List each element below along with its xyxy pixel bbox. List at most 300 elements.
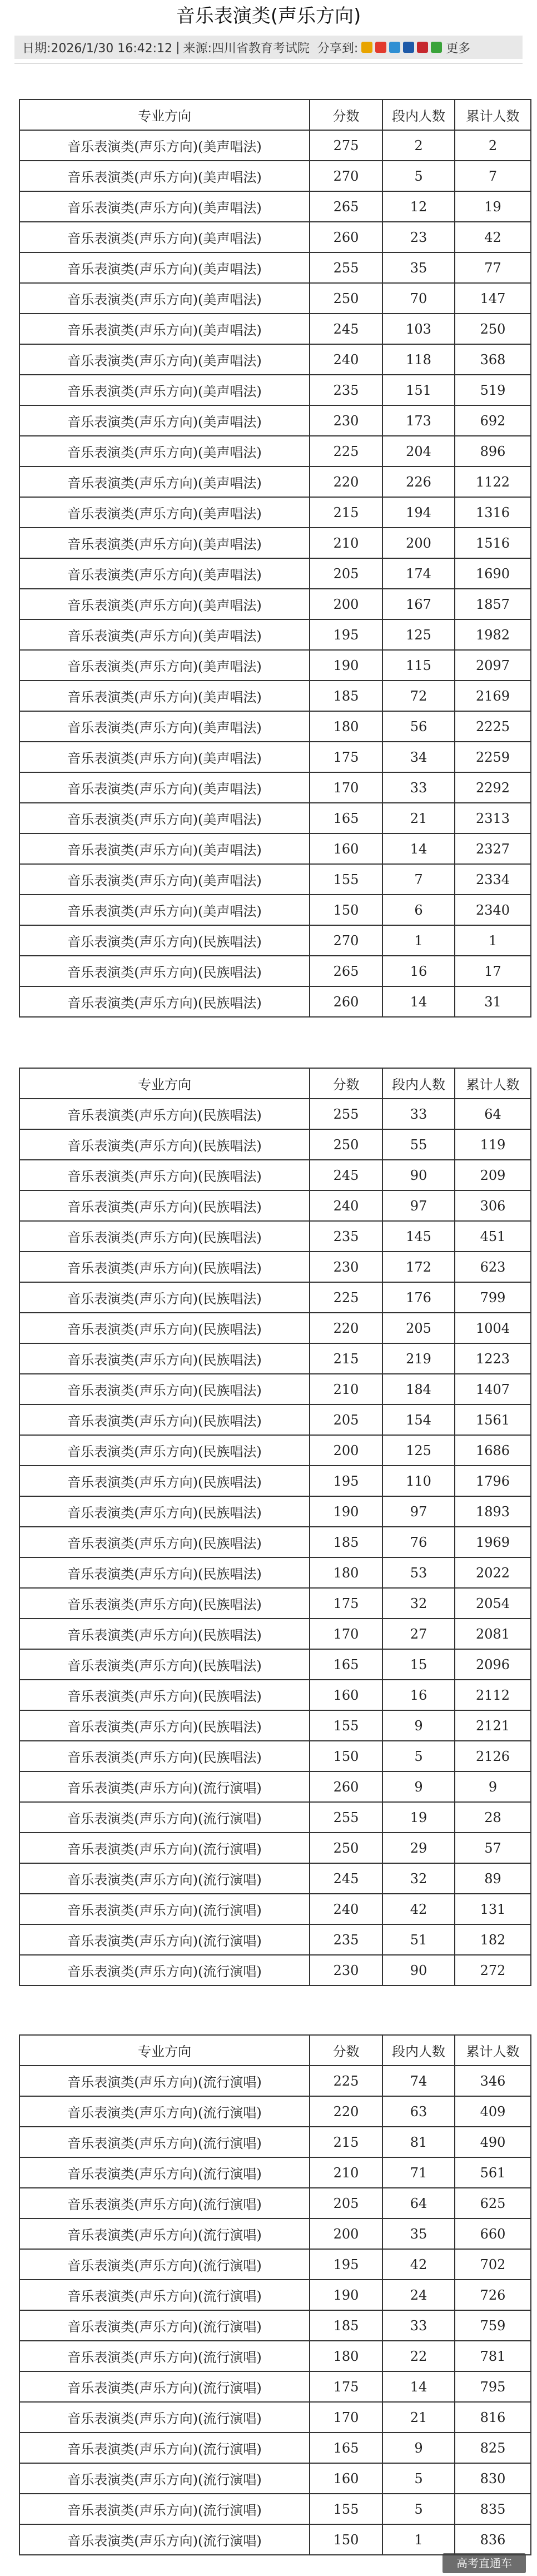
table-row (19, 1160, 531, 1190)
major-cell: 音乐表演类(声乐方向)(民族唱法) (19, 1343, 310, 1374)
band-count-cell: 23 (382, 222, 455, 252)
table-row (19, 956, 531, 986)
major-cell: 音乐表演类(声乐方向)(美声唱法) (19, 650, 310, 681)
table-row (19, 222, 531, 252)
major-cell: 音乐表演类(声乐方向)(流行演唱) (19, 2127, 310, 2157)
band-count-cell: 151 (382, 375, 455, 405)
table-row (19, 589, 531, 619)
major-cell: 音乐表演类(声乐方向)(美声唱法) (19, 497, 310, 528)
score-cell: 200 (310, 589, 382, 619)
table-row (19, 1833, 531, 1863)
score-cell: 215 (310, 497, 382, 528)
band-count-cell: 97 (382, 1496, 455, 1527)
band-count-cell: 42 (382, 1894, 455, 1924)
major-cell: 音乐表演类(声乐方向)(美声唱法) (19, 344, 310, 375)
score-cell: 225 (310, 1282, 382, 1313)
score-cell: 215 (310, 1343, 382, 1374)
cumulative-count-cell: 7 (455, 161, 531, 191)
band-count-cell: 9 (382, 2433, 455, 2463)
share-more-link[interactable]: 更多 (446, 41, 471, 56)
band-count-cell: 55 (382, 1129, 455, 1160)
band-count-cell: 2 (382, 130, 455, 161)
cumulative-count-cell: 2327 (455, 833, 531, 864)
major-cell: 音乐表演类(声乐方向)(民族唱法) (19, 1741, 310, 1771)
major-cell: 音乐表演类(声乐方向)(美声唱法) (19, 191, 310, 222)
column-header: 分数 (310, 100, 382, 130)
cumulative-count-cell: 306 (455, 1190, 531, 1221)
major-cell: 音乐表演类(声乐方向)(美声唱法) (19, 222, 310, 252)
band-count-cell: 167 (382, 589, 455, 619)
band-count-cell: 1 (382, 2524, 455, 2555)
score-cell: 175 (310, 2371, 382, 2402)
band-count-cell: 184 (382, 1374, 455, 1404)
major-cell: 音乐表演类(声乐方向)(流行演唱) (19, 2249, 310, 2280)
score-cell: 265 (310, 956, 382, 986)
score-cell: 225 (310, 436, 382, 466)
band-count-cell: 145 (382, 1221, 455, 1252)
major-cell: 音乐表演类(声乐方向)(民族唱法) (19, 956, 310, 986)
major-cell: 音乐表演类(声乐方向)(流行演唱) (19, 1924, 310, 1955)
cumulative-count-cell: 1857 (455, 589, 531, 619)
score-cell: 260 (310, 986, 382, 1017)
score-cell: 215 (310, 2127, 382, 2157)
table-row (19, 1282, 531, 1313)
table-row (19, 191, 531, 222)
major-cell: 音乐表演类(声乐方向)(美声唱法) (19, 405, 310, 436)
major-cell: 音乐表演类(声乐方向)(流行演唱) (19, 2341, 310, 2371)
cumulative-count-cell: 692 (455, 405, 531, 436)
cumulative-count-cell: 28 (455, 1802, 531, 1833)
score-cell: 170 (310, 2402, 382, 2433)
cumulative-count-cell: 2292 (455, 772, 531, 803)
cumulative-count-cell: 825 (455, 2433, 531, 2463)
major-cell: 音乐表演类(声乐方向)(美声唱法) (19, 772, 310, 803)
band-count-cell: 6 (382, 895, 455, 925)
renren-icon[interactable] (403, 42, 414, 53)
table-row (19, 895, 531, 925)
cumulative-count-cell: 836 (455, 2524, 531, 2555)
table-row (19, 1313, 531, 1343)
band-count-cell: 5 (382, 161, 455, 191)
major-cell: 音乐表演类(声乐方向)(流行演唱) (19, 1894, 310, 1924)
column-header: 分数 (310, 2035, 382, 2066)
score-cell: 180 (310, 1557, 382, 1588)
band-count-cell: 110 (382, 1466, 455, 1496)
source-label: 来源:四川省教育考试院 (183, 41, 310, 56)
cumulative-count-cell: 9 (455, 1771, 531, 1802)
table-row (19, 497, 531, 528)
table-row (19, 436, 531, 466)
band-count-cell: 33 (382, 1099, 455, 1129)
table-header-row (19, 100, 531, 130)
score-cell: 250 (310, 283, 382, 314)
cumulative-count-cell: 1969 (455, 1527, 531, 1557)
band-count-cell: 22 (382, 2341, 455, 2371)
band-count-cell: 219 (382, 1343, 455, 1374)
major-cell: 音乐表演类(声乐方向)(民族唱法) (19, 1160, 310, 1190)
score-table-1 (19, 99, 531, 1018)
major-cell: 音乐表演类(声乐方向)(流行演唱) (19, 2433, 310, 2463)
table-row (19, 1466, 531, 1496)
band-count-cell: 205 (382, 1313, 455, 1343)
band-count-cell: 56 (382, 711, 455, 742)
table-row (19, 1099, 531, 1129)
score-cell: 205 (310, 558, 382, 589)
score-cell: 180 (310, 2341, 382, 2371)
share-label: 分享到: (317, 41, 359, 56)
band-count-cell: 176 (382, 1282, 455, 1313)
table-row (19, 2463, 531, 2494)
major-cell: 音乐表演类(声乐方向)(美声唱法) (19, 130, 310, 161)
cumulative-count-cell: 726 (455, 2280, 531, 2310)
score-cell: 180 (310, 711, 382, 742)
cumulative-count-cell: 451 (455, 1221, 531, 1252)
cumulative-count-cell: 490 (455, 2127, 531, 2157)
table-row (19, 619, 531, 650)
cumulative-count-cell: 2334 (455, 864, 531, 895)
table-row (19, 1955, 531, 1986)
major-cell: 音乐表演类(声乐方向)(民族唱法) (19, 1527, 310, 1557)
column-header: 段内人数 (382, 100, 455, 130)
cumulative-count-cell: 89 (455, 1863, 531, 1894)
band-count-cell: 14 (382, 833, 455, 864)
score-cell: 250 (310, 1833, 382, 1863)
cumulative-count-cell: 2313 (455, 803, 531, 833)
score-cell: 265 (310, 191, 382, 222)
table-row (19, 1435, 531, 1466)
band-count-cell: 226 (382, 466, 455, 497)
band-count-cell: 97 (382, 1190, 455, 1221)
major-cell: 音乐表演类(声乐方向)(民族唱法) (19, 1313, 310, 1343)
column-header: 累计人数 (455, 100, 531, 130)
column-header: 累计人数 (455, 1068, 531, 1099)
score-cell: 250 (310, 1129, 382, 1160)
score-cell: 270 (310, 925, 382, 956)
cumulative-count-cell: 42 (455, 222, 531, 252)
table-row (19, 986, 531, 1017)
band-count-cell: 15 (382, 1649, 455, 1680)
table-row (19, 925, 531, 956)
page-title: 音乐表演类(声乐方向) (176, 5, 361, 27)
band-count-cell: 21 (382, 2402, 455, 2433)
table-row (19, 283, 531, 314)
score-cell: 255 (310, 1802, 382, 1833)
table-row (19, 2524, 531, 2555)
cumulative-count-cell: 1686 (455, 1435, 531, 1466)
cumulative-count-cell: 119 (455, 1129, 531, 1160)
table-row (19, 1802, 531, 1833)
publish-date: 日期:2026/1/30 16:42:12 (22, 41, 173, 56)
score-cell: 165 (310, 803, 382, 833)
watermark-badge: 高考直通车 (442, 2553, 526, 2573)
table-row (19, 466, 531, 497)
table-row (19, 1527, 531, 1557)
major-cell: 音乐表演类(声乐方向)(美声唱法) (19, 681, 310, 711)
band-count-cell: 14 (382, 2371, 455, 2402)
column-header: 段内人数 (382, 1068, 455, 1099)
score-cell: 200 (310, 1435, 382, 1466)
band-count-cell: 27 (382, 1619, 455, 1649)
cumulative-count-cell: 2022 (455, 1557, 531, 1588)
table-row (19, 1894, 531, 1924)
table-row (19, 772, 531, 803)
score-cell: 275 (310, 130, 382, 161)
band-count-cell: 42 (382, 2249, 455, 2280)
band-count-cell: 71 (382, 2157, 455, 2188)
table-row (19, 1404, 531, 1435)
major-cell: 音乐表演类(声乐方向)(民族唱法) (19, 1680, 310, 1710)
cumulative-count-cell: 57 (455, 1833, 531, 1863)
band-count-cell: 32 (382, 1863, 455, 1894)
table-row (19, 2127, 531, 2157)
cumulative-count-cell: 799 (455, 1282, 531, 1313)
major-cell: 音乐表演类(声乐方向)(美声唱法) (19, 436, 310, 466)
score-cell: 165 (310, 1649, 382, 1680)
table-row (19, 2188, 531, 2218)
cumulative-count-cell: 2081 (455, 1619, 531, 1649)
cumulative-count-cell: 1516 (455, 528, 531, 558)
major-cell: 音乐表演类(声乐方向)(美声唱法) (19, 314, 310, 344)
cumulative-count-cell: 368 (455, 344, 531, 375)
major-cell: 音乐表演类(声乐方向)(民族唱法) (19, 1221, 310, 1252)
major-cell: 音乐表演类(声乐方向)(美声唱法) (19, 589, 310, 619)
score-cell: 220 (310, 1313, 382, 1343)
major-cell: 音乐表演类(声乐方向)(民族唱法) (19, 1466, 310, 1496)
table-row (19, 2494, 531, 2524)
major-cell: 音乐表演类(声乐方向)(流行演唱) (19, 1955, 310, 1986)
band-count-cell: 9 (382, 1710, 455, 1741)
table-row (19, 375, 531, 405)
cumulative-count-cell: 896 (455, 436, 531, 466)
score-cell: 190 (310, 650, 382, 681)
band-count-cell: 204 (382, 436, 455, 466)
band-count-cell: 35 (382, 2218, 455, 2249)
table-row (19, 161, 531, 191)
score-cell: 150 (310, 1741, 382, 1771)
major-cell: 音乐表演类(声乐方向)(美声唱法) (19, 161, 310, 191)
kaixin-icon[interactable] (417, 42, 428, 53)
table-row (19, 1221, 531, 1252)
cumulative-count-cell: 1561 (455, 1404, 531, 1435)
table-row (19, 314, 531, 344)
score-cell: 235 (310, 1221, 382, 1252)
score-cell: 205 (310, 1404, 382, 1435)
cumulative-count-cell: 409 (455, 2096, 531, 2127)
band-count-cell: 174 (382, 558, 455, 589)
cumulative-count-cell: 2259 (455, 742, 531, 772)
band-count-cell: 200 (382, 528, 455, 558)
band-count-cell: 118 (382, 344, 455, 375)
band-count-cell: 194 (382, 497, 455, 528)
cumulative-count-cell: 759 (455, 2310, 531, 2341)
band-count-cell: 16 (382, 956, 455, 986)
band-count-cell: 19 (382, 1802, 455, 1833)
cumulative-count-cell: 1316 (455, 497, 531, 528)
table-row (19, 1680, 531, 1710)
score-cell: 225 (310, 2066, 382, 2096)
qzone-icon[interactable] (361, 42, 372, 53)
cumulative-count-cell: 1690 (455, 558, 531, 589)
major-cell: 音乐表演类(声乐方向)(民族唱法) (19, 1435, 310, 1466)
score-cell: 210 (310, 2157, 382, 2188)
header-divider (14, 63, 523, 64)
score-cell: 170 (310, 1619, 382, 1649)
cumulative-count-cell: 781 (455, 2341, 531, 2371)
table-row (19, 681, 531, 711)
table-row (19, 405, 531, 436)
table-row (19, 2371, 531, 2402)
cumulative-count-cell: 623 (455, 1252, 531, 1282)
band-count-cell: 21 (382, 803, 455, 833)
cumulative-count-cell: 2 (455, 130, 531, 161)
major-cell: 音乐表演类(声乐方向)(民族唱法) (19, 1252, 310, 1282)
band-count-cell: 32 (382, 1588, 455, 1619)
band-count-cell: 81 (382, 2127, 455, 2157)
share-icons (361, 42, 445, 53)
table-row (19, 1343, 531, 1374)
major-cell: 音乐表演类(声乐方向)(民族唱法) (19, 1496, 310, 1527)
band-count-cell: 33 (382, 2310, 455, 2341)
score-cell: 195 (310, 2249, 382, 2280)
band-count-cell: 12 (382, 191, 455, 222)
table-row (19, 2280, 531, 2310)
table-row (19, 833, 531, 864)
table-row (19, 252, 531, 283)
cumulative-count-cell: 2169 (455, 681, 531, 711)
column-header: 分数 (310, 1068, 382, 1099)
major-cell: 音乐表演类(声乐方向)(美声唱法) (19, 742, 310, 772)
major-cell: 音乐表演类(声乐方向)(流行演唱) (19, 1833, 310, 1863)
cumulative-count-cell: 2121 (455, 1710, 531, 1741)
table-row (19, 1252, 531, 1282)
score-cell: 255 (310, 252, 382, 283)
band-count-cell: 72 (382, 681, 455, 711)
major-cell: 音乐表演类(声乐方向)(美声唱法) (19, 833, 310, 864)
major-cell: 音乐表演类(声乐方向)(民族唱法) (19, 1404, 310, 1435)
score-table-2 (19, 1068, 531, 1986)
score-cell: 185 (310, 1527, 382, 1557)
band-count-cell: 90 (382, 1955, 455, 1986)
band-count-cell: 35 (382, 252, 455, 283)
band-count-cell: 154 (382, 1404, 455, 1435)
score-cell: 155 (310, 2494, 382, 2524)
table-header-row (19, 2035, 531, 2066)
score-cell: 230 (310, 405, 382, 436)
table-row (19, 1771, 531, 1802)
table-row (19, 1649, 531, 1680)
score-cell: 245 (310, 314, 382, 344)
tencent-weibo-icon[interactable] (389, 42, 400, 53)
table-row (19, 1588, 531, 1619)
score-cell: 160 (310, 833, 382, 864)
major-cell: 音乐表演类(声乐方向)(美声唱法) (19, 466, 310, 497)
table-row (19, 1129, 531, 1160)
major-cell: 音乐表演类(声乐方向)(流行演唱) (19, 1771, 310, 1802)
column-header: 段内人数 (382, 2035, 455, 2066)
cumulative-count-cell: 272 (455, 1955, 531, 1986)
cumulative-count-cell: 182 (455, 1924, 531, 1955)
score-cell: 245 (310, 1863, 382, 1894)
score-cell: 210 (310, 528, 382, 558)
score-cell: 195 (310, 1466, 382, 1496)
table-row (19, 864, 531, 895)
column-header: 专业方向 (19, 1068, 310, 1099)
score-cell: 260 (310, 1771, 382, 1802)
band-count-cell: 29 (382, 1833, 455, 1863)
table-row (19, 2218, 531, 2249)
band-count-cell: 7 (382, 864, 455, 895)
cumulative-count-cell: 660 (455, 2218, 531, 2249)
score-cell: 175 (310, 742, 382, 772)
band-count-cell: 70 (382, 283, 455, 314)
cumulative-count-cell: 1407 (455, 1374, 531, 1404)
table-row (19, 1924, 531, 1955)
major-cell: 音乐表演类(声乐方向)(民族唱法) (19, 925, 310, 956)
article-info-bar (14, 36, 523, 59)
info-separator: | (176, 40, 180, 54)
major-cell: 音乐表演类(声乐方向)(美声唱法) (19, 528, 310, 558)
band-count-cell: 63 (382, 2096, 455, 2127)
band-count-cell: 16 (382, 1680, 455, 1710)
score-cell: 205 (310, 2188, 382, 2218)
cumulative-count-cell: 2054 (455, 1588, 531, 1619)
cumulative-count-cell: 64 (455, 1099, 531, 1129)
band-count-cell: 51 (382, 1924, 455, 1955)
score-cell: 230 (310, 1955, 382, 1986)
column-header: 专业方向 (19, 100, 310, 130)
wechat-icon[interactable] (431, 42, 442, 53)
band-count-cell: 90 (382, 1160, 455, 1190)
cumulative-count-cell: 2126 (455, 1741, 531, 1771)
major-cell: 音乐表演类(声乐方向)(流行演唱) (19, 2280, 310, 2310)
cumulative-count-cell: 1893 (455, 1496, 531, 1527)
score-cell: 245 (310, 1160, 382, 1190)
band-count-cell: 125 (382, 619, 455, 650)
major-cell: 音乐表演类(声乐方向)(流行演唱) (19, 2096, 310, 2127)
cumulative-count-cell: 250 (455, 314, 531, 344)
cumulative-count-cell: 702 (455, 2249, 531, 2280)
major-cell: 音乐表演类(声乐方向)(流行演唱) (19, 2524, 310, 2555)
weibo-icon[interactable] (375, 42, 386, 53)
major-cell: 音乐表演类(声乐方向)(美声唱法) (19, 375, 310, 405)
major-cell: 音乐表演类(声乐方向)(流行演唱) (19, 2188, 310, 2218)
major-cell: 音乐表演类(声乐方向)(流行演唱) (19, 2218, 310, 2249)
major-cell: 音乐表演类(声乐方向)(民族唱法) (19, 1710, 310, 1741)
band-count-cell: 14 (382, 986, 455, 1017)
table-row (19, 2310, 531, 2341)
cumulative-count-cell: 31 (455, 986, 531, 1017)
major-cell: 音乐表演类(声乐方向)(民族唱法) (19, 1099, 310, 1129)
band-count-cell: 115 (382, 650, 455, 681)
cumulative-count-cell: 1 (455, 925, 531, 956)
cumulative-count-cell: 1982 (455, 619, 531, 650)
cumulative-count-cell: 2340 (455, 895, 531, 925)
band-count-cell: 125 (382, 1435, 455, 1466)
band-count-cell: 5 (382, 1741, 455, 1771)
major-cell: 音乐表演类(声乐方向)(流行演唱) (19, 1863, 310, 1894)
major-cell: 音乐表演类(声乐方向)(民族唱法) (19, 1557, 310, 1588)
score-cell: 240 (310, 1894, 382, 1924)
band-count-cell: 5 (382, 2463, 455, 2494)
band-count-cell: 103 (382, 314, 455, 344)
table-row (19, 1619, 531, 1649)
score-cell: 255 (310, 1099, 382, 1129)
table-row (19, 2433, 531, 2463)
score-cell: 260 (310, 222, 382, 252)
score-cell: 210 (310, 1374, 382, 1404)
major-cell: 音乐表演类(声乐方向)(流行演唱) (19, 2371, 310, 2402)
table-header-row (19, 1068, 531, 1099)
